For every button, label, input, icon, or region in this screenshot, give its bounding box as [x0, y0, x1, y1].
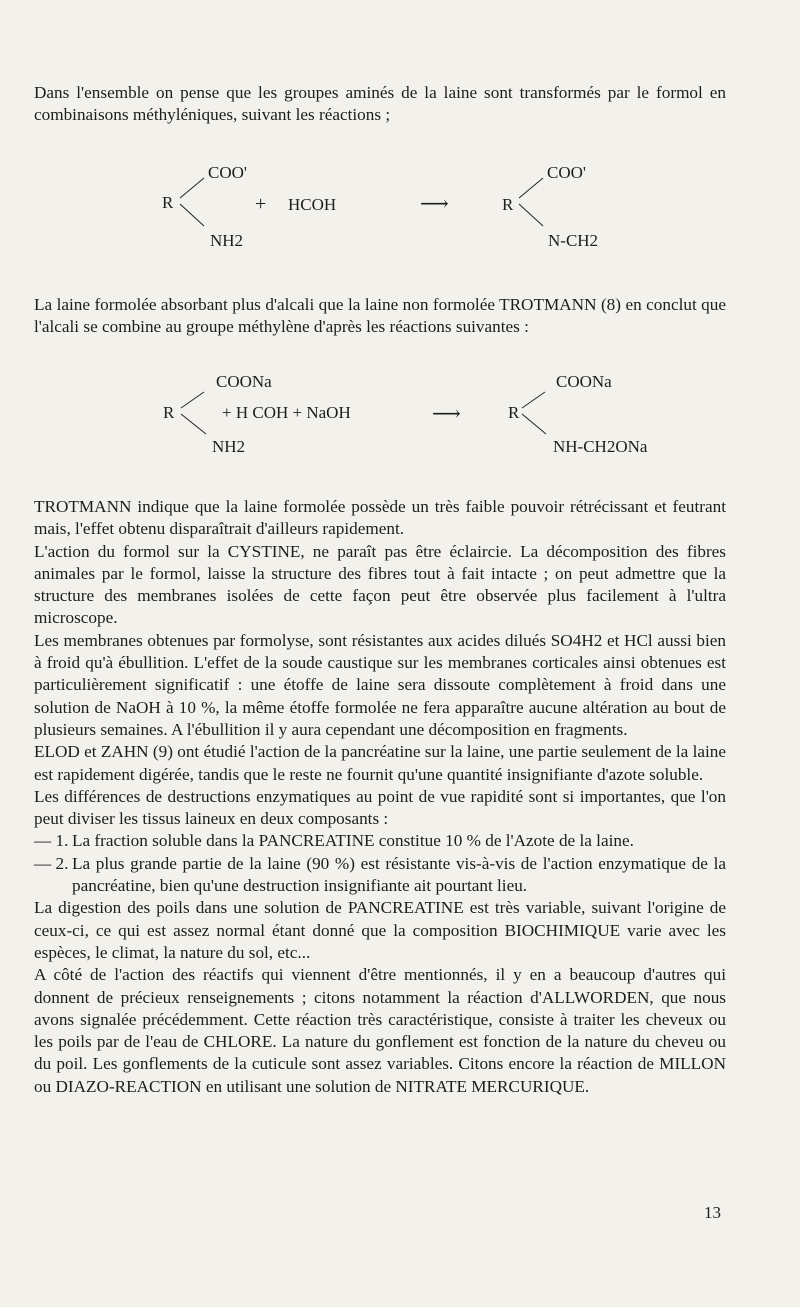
formula1-right-top: COO'	[547, 163, 586, 182]
formula2-arrow: ⟶	[432, 403, 461, 425]
list-marker-2: — 2.	[34, 853, 69, 873]
list-text-2: La plus grande partie de la laine (90 %) est résistante vis-à-vis de l'action enzymatique de la pancréatine, bien qu'une destruction insignifiante ait pourtant lieu.	[72, 853, 726, 896]
list-item-1	[34, 830, 726, 852]
page-number: 13	[704, 1203, 721, 1222]
paragraph-7: Les différences de destructions enzymatiques au point de vue rapidité sont si importantes, que l'on peut diviser les tissus laineux en deux composants :	[34, 786, 726, 829]
formula2-left-r: R	[163, 403, 175, 422]
formula2-left-bottom: NH2	[212, 437, 246, 456]
body-text	[34, 496, 726, 1098]
reaction-formula-1	[0, 160, 800, 260]
paragraph-6: ELOD et ZAHN (9) ont étudié l'action de la pancréatine sur la laine, une partie seulement de la laine est rapidement digérée, tandis que le reste ne fournit qu'une quantité insignifiante d'azote soluble.	[34, 742, 726, 784]
formula2-right-top: COONa	[556, 372, 612, 391]
bond-lines-2	[0, 370, 800, 470]
paragraph-1: Dans l'ensemble on pense que les groupes aminés de la laine sont transformés par le formol en combinaisons méthyléniques, suivant les réactions ;	[34, 83, 726, 125]
paragraph-5: Les membranes obtenues par formolyse, sont résistantes aux acides dilués SO4H2 et HCl aussi bien à froid qu'à ébullition. L'effet de la soude caustique sur les membranes corticales ainsi obtenues est particulièrement significatif : une étoffe de laine sera dissoute complètement à froid dans une solution de NaOH à 10 %, la même étoffe formolée ne fera apparaître aucune altération au bout de plusieurs semaines. A l'ébullition il y aura cependant une décomposition en fragments.	[34, 630, 726, 739]
formula1-left-bottom: NH2	[210, 231, 244, 250]
reaction-formula-2	[0, 370, 800, 470]
formula2-right-bottom: NH-CH2ONa	[553, 437, 648, 456]
formula2-reagents: + H COH + NaOH	[222, 403, 351, 422]
formula1-left-r: R	[162, 193, 174, 212]
list-item-2	[34, 853, 726, 898]
formula2-right-r: R	[508, 403, 520, 422]
list-marker-1: — 1.	[34, 831, 69, 851]
paragraph-2: La laine formolée absorbant plus d'alcali que la laine non formolée TROTMANN (8) en conclut que l'alcali se combine au groupe méthylène d'après les réactions suivantes :	[34, 295, 726, 337]
formula2-left-top: COONa	[216, 372, 272, 391]
paragraph-intro	[34, 82, 726, 127]
formula1-plus: +	[255, 193, 267, 215]
list-text-1: La fraction soluble dans la PANCREATINE constitue 10 % de l'Azote de la laine.	[72, 831, 634, 851]
formula1-right-bottom: N-CH2	[548, 231, 599, 250]
formula1-right-r: R	[502, 195, 514, 214]
paragraph-8: La digestion des poils dans une solution de PANCREATINE est très variable, suivant l'origine de ceux-ci, ce qui est assez normal étant donné que la composition BIOCHIMIQUE varie avec les espèces, le climat, la nature du sol, etc...	[34, 898, 726, 962]
paragraph-3: TROTMANN indique que la laine formolée possède un très faible pouvoir rétrécissant et feutrant mais, l'effet obtenu disparaîtrait d'ailleurs rapidement.	[34, 497, 726, 539]
formula1-left-top: COO'	[208, 163, 247, 182]
formula1-reagent: HCOH	[288, 195, 337, 214]
paragraph-9: A côté de l'action des réactifs qui viennent d'être mentionnés, il y en a beaucoup d'autres qui donnent de précieux renseignements ; citons notamment la réaction d'ALLWORDEN, que nous avons signalée précédemment. Cette réaction très caractéristique, consiste à traiter les cheveux ou les poils par de l'eau de CHLORE. La nature du gonflement est fonction de la nature du cheveu ou du poil. Les gonflements de la cuticule sont assez variables. Citons encore la réaction de MILLON ou DIAZO-REACTION en utilisant une solution de NITRATE MERCURIQUE.	[34, 965, 726, 1096]
paragraph-alcali	[34, 294, 726, 339]
paragraph-4: L'action du formol sur la CYSTINE, ne paraît pas être éclaircie. La décomposition des fibres animales par le formol, laisse la structure des fibres tout à fait intacte ; on peut admettre que la structure des membranes isolées de cette façon peut être observée plus facilement à l'ultra microscope.	[34, 541, 726, 628]
bond-lines-1	[0, 160, 800, 260]
formula1-arrow: ⟶	[420, 193, 449, 215]
